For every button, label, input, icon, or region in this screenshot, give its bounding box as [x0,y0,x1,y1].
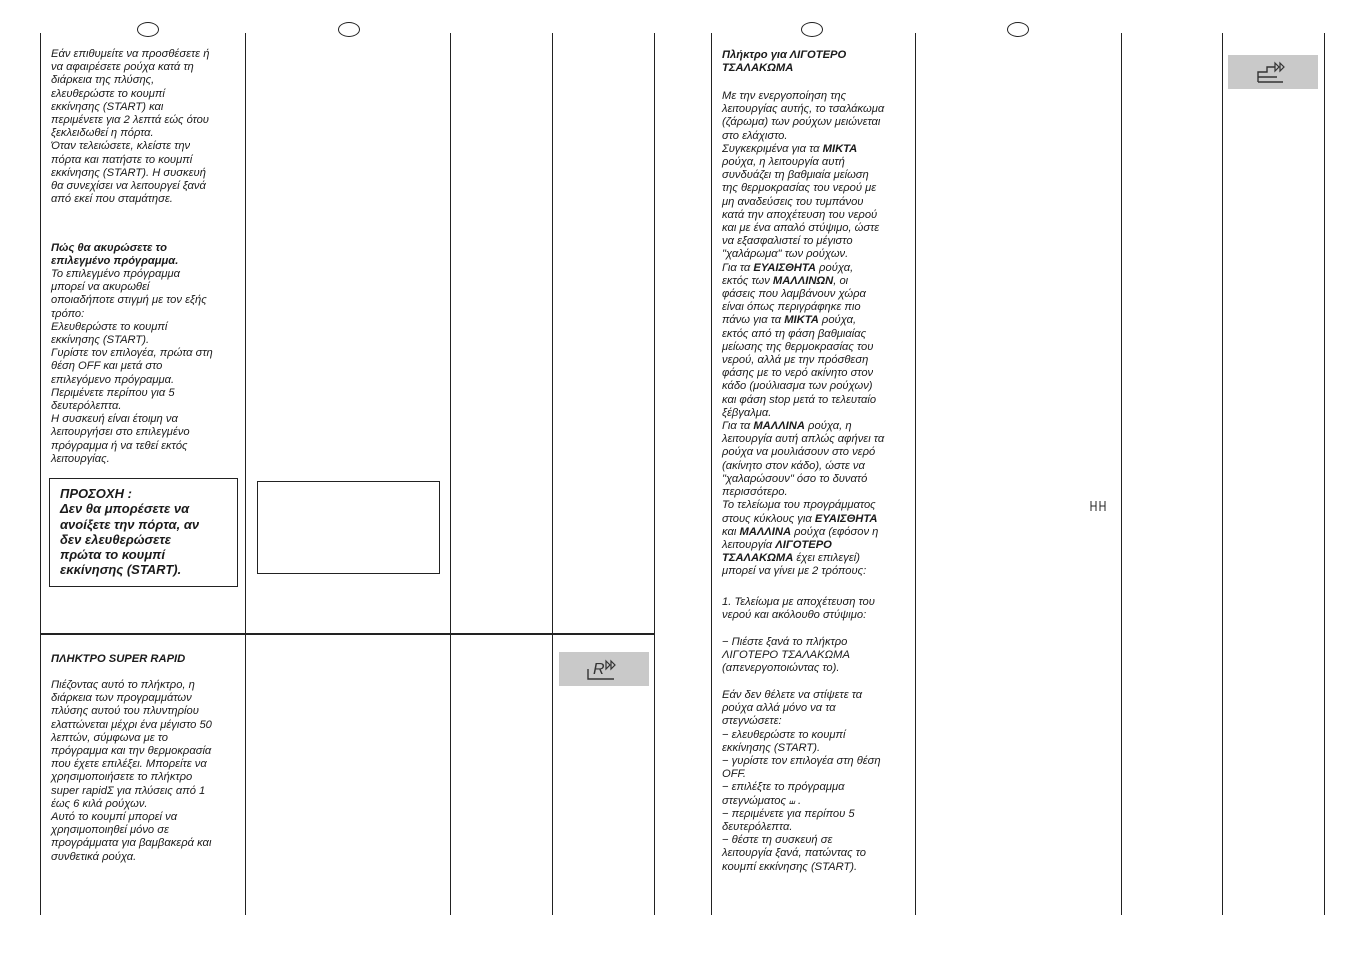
drying-symbol-icon [1089,499,1107,518]
column-divider [245,33,246,915]
press-button-text: − Πιέστε ξανά το πλήκτρο ΛΙΓΟΤΕΡΟ ΤΣΑΛΑΚΩΜΑ (απενεργοποιώντας το). [722,636,850,675]
page-marker-oval-3 [801,22,823,37]
svg-text:R: R [593,661,605,678]
column-divider [1324,33,1325,915]
super-rapid-heading: ΠΛΗΚΤΡΟ SUPER RAPID [51,653,186,665]
column-divider [915,33,916,915]
page-marker-oval-4 [1007,22,1029,37]
column-divider [711,33,712,915]
super-rapid-text: Πιέζοντας αυτό το πλήκτρο, η διάρκεια των προγραμμάτων πλύσης αυτού του πλυντηρίου ελαττώνεται μέχρι ένα μέγιστο 50 λεπτών, σύμφωνα με το πρόγραμμα και την θερμοκρασία που έχετε επιλέξει. Μπορείτε να χρησιμοποιήσετε το πλήκτρο super rapidΣ για πλύσεις από 1 έως 6 κιλά ρούχων. Αυτό το κουμπί μπορεί να χρησιμοποιηθεί μόνο σε προγράμματα για βαμβακερά και συνθετικά ρούχα. [51,679,212,863]
column-divider [40,33,41,915]
easy-iron-heading: Πλήκτρο για ΛΙΓΟΤΕΡΟ ΤΣΑΛΑΚΩΜΑ [722,49,847,75]
column-divider [654,33,655,915]
warning-box: ΠΡΟΣΟΧΗ : Δεν θα μπορέσετε να ανοίξετε την πόρτα, αν δεν ελευθερώσετε πρώτα το κουμπί εκκίνησης (START). [49,478,238,587]
cancel-program-heading: Πώς θα ακυρώσετε το επιλεγμένο πρόγραμμα. [51,242,179,268]
page-marker-oval-1 [137,22,159,37]
dry-only-text: Εάν δεν θέλετε να στίψετε τα ρούχα αλλά μόνο να τα στεγνώσετε: − ελευθερώστε το κουμπί εκκίνησης (START). − γυρίστε τον επιλογέα στη θέση OFF. − επιλέξτε το πρόγραμμα στεγνώματος ⧢ . − περιμένετε για περίπου 5 δευτερόλεπτα. − θέστε τη συσκευή σε λειτουργία ξανά, πατώντας το κουμπί εκκίνησης (START). [722,689,881,873]
column-divider [1121,33,1122,915]
finish-method-text: 1. Τελείωμα με αποχέτευση του νερού και ακόλουθο στύψιμο: [722,596,875,622]
column-divider [450,33,451,915]
super-rapid-icon [559,652,649,686]
add-remove-laundry-text: Εάν επιθυμείτε να προσθέσετε ή να αφαιρέσετε ρούχα κατά τη διάρκεια της πλύσης, ελευθερώστε το κουμπί εκκίνησης (START) και περιμένετε για 2 λεπτά εώς ότου ξεκλειδωθεί η πόρτα. Όταν τελειώσετε, κλείστε την πόρτα και πατήστε το κουμπί εκκίνησης (START). Η συσκευή θα συνεχίσει να λειτουργεί ξανά από εκεί που σταμάτησε. [51,48,210,206]
page-marker-oval-2 [338,22,360,37]
empty-frame [257,481,440,574]
section-divider [40,633,655,635]
cancel-program-text: Το επιλεγμένο πρόγραμμα μπορεί να ακυρωθεί οποιαδήποτε στιγμή με τον εξής τρόπο: Ελευθερώστε το κουμπί εκκίνησης (START). Γυρίστε τον επιλογέα, πρώτα στη θέση OFF και μετά στο επιλεγόμενο πρόγραμμα. Περιμένετε περίπου για 5 δευτερόλεπτα. Η συσκευή είναι έτοιμη να λειτουργήσει στο επιλεγμένο πρόγραμμα ή να τεθεί εκτός λειτουργίας. [51,268,213,465]
column-divider [552,33,553,915]
column-divider [1222,33,1223,915]
easy-iron-icon [1228,55,1318,89]
easy-iron-text: Με την ενεργοποίηση της λειτουργίας αυτής, το τσαλάκωμα (ζάρωμα) των ρούχων μειώνεται στο ελάχιστο. Συγκεκριμένα για τα ΜΙΚΤΑ ρούχα, η λειτουργία αυτή συνδυάζει τη βαθμιαία μείωση της θερμοκρασίας του νερού με μη αναδεύσεις του τυμπάνου κατά την αποχέτευση του νερού και με ένα απαλό στύψιμο, ώστε να εξασφαλιστεί το μέγιστο "χαλάρωμα" των ρούχων. Για τα ΕΥΑΙΣΘΗΤΑ ρούχα, εκτός των ΜΑΛΛΙΝΩΝ, οι φάσεις που λαμβάνουν χώρα είναι όπως περιγράφηκε πιο πάνω για τα ΜΙΚΤΑ ρούχα, εκτός από τη φάση βαθμιαίας μείωσης της θερμοκρασίας του νερού, αλλά με την πρόσθεση φάσης με το νερό ακίνητο στον κάδο (μούλιασμα των ρούχων) και φάση stop μετά το τελευταίο ξέβγαλμα. Για τα ΜΑΛΛΙΝΑ ρούχα, η λειτουργία αυτή απλώς αφήνει τα ρούχα να μουλιάσουν στο νερό (ακίνητο στον κάδο), ώστε να "χαλαρώσουν" όσο το δυνατό περισσότερο. Το τελείωμα του προγράμματος στους κύκλους για ΕΥΑΙΣΘΗΤΑ και ΜΑΛΛΙΝΑ ρούχα (εφόσον η λειτουργία ΛΙΓΟΤΕΡΟ ΤΣΑΛΑΚΩΜΑ έχει επιλεγεί) μπορεί να γίνει με 2 τρόπους: [722,90,885,578]
